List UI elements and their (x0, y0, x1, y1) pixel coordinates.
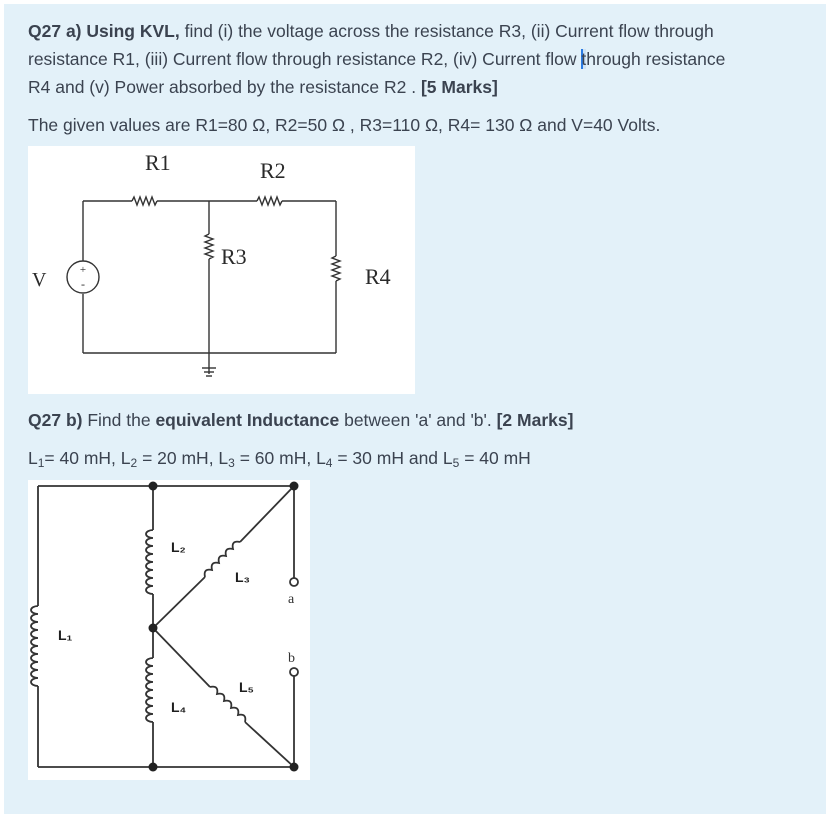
label-r2: R2 (260, 158, 286, 183)
junction-bottom-mid (149, 763, 158, 772)
circuit-diagram-inductors (28, 480, 310, 780)
inductor-l1-coil (31, 606, 38, 686)
q27a-line3 (28, 73, 498, 101)
label-l2: L₂ (171, 539, 186, 555)
text-selection-caret[interactable]: t (581, 49, 587, 69)
junction-bottom-right (290, 763, 299, 772)
circuit-diagram-resistors (28, 146, 415, 394)
junction-center (149, 624, 158, 633)
resistor-r3-zigzag (205, 234, 213, 259)
q27b-text1: Find the (82, 410, 156, 430)
label-v: V (32, 269, 47, 291)
q27a-line1-text: find (i) the voltage across the resistance R3, (ii) Current flow through (179, 21, 714, 41)
terminal-b-icon (290, 668, 298, 676)
label-l1: L₁ (58, 627, 73, 643)
circuit1-svg (28, 146, 415, 394)
q27b-text2: between 'a' and 'b'. (339, 410, 497, 430)
circuit2-svg (28, 480, 310, 780)
q27a-label: Q27 a) (28, 21, 82, 41)
label-terminal-b: b (288, 651, 295, 666)
label-terminal-a: a (288, 592, 295, 607)
value-l5: $L_5 = 40$ mH (442, 448, 531, 470)
q27b-bold-term: equivalent Inductance (155, 410, 340, 430)
wire-diag-down-1 (153, 628, 210, 687)
resistor-r1-zigzag (132, 197, 157, 205)
wire-diag-up-2 (240, 486, 294, 542)
q27b-label: Q27 b) (28, 410, 83, 430)
junction-top-right (290, 482, 299, 491)
value-l3: $L_3 = 60$ mH, (218, 448, 317, 470)
q27a-method: Using KVL, (86, 21, 180, 41)
q27a-marks: [5 Marks] (420, 77, 498, 97)
q27a-line2 (28, 45, 725, 73)
q27b-marks: [2 Marks] (496, 410, 574, 430)
q27b-line1 (28, 406, 573, 434)
label-r1: R1 (145, 150, 171, 175)
resistor-r4-zigzag (332, 256, 340, 281)
q27a-line3-text: R4 and (v) Power absorbed by the resistance R2 . (28, 77, 421, 97)
label-l3: L₃ (235, 569, 251, 585)
source-minus-sign: - (81, 277, 85, 291)
label-l4: L₄ (171, 699, 187, 715)
value-l1: $L_1= 40$ mH, (28, 448, 121, 470)
inductor-l2-coil (146, 530, 153, 594)
wire-diag-up-1 (153, 577, 205, 628)
q27b-values (28, 444, 531, 472)
label-r3: R3 (221, 244, 247, 269)
q27a-line1 (28, 17, 714, 45)
q27a-line2-tail: hrough resistance (586, 49, 726, 69)
terminal-a-icon (290, 578, 298, 586)
label-l5: L₅ (239, 679, 254, 695)
value-l2: $L_2 = 20$ mH, (120, 448, 219, 470)
q27a-line2-text: resistance R1, (iii) Current flow through resistance R2, (iv) Current flow (28, 49, 582, 69)
value-l4: $L_4 = 30$ mH and (316, 448, 443, 470)
inductor-l4-coil (146, 658, 153, 722)
label-r4: R4 (365, 264, 391, 289)
source-plus-sign: + (79, 264, 87, 276)
resistor-r2-zigzag (257, 197, 282, 205)
junction-top-mid (149, 482, 158, 491)
q27a-given-values: The given values are R1=80 Ω, R2=50 Ω , R3=110 Ω, R4= 130 Ω and V=40 Volts. (28, 115, 661, 135)
wire-diag-down-2 (245, 722, 294, 767)
